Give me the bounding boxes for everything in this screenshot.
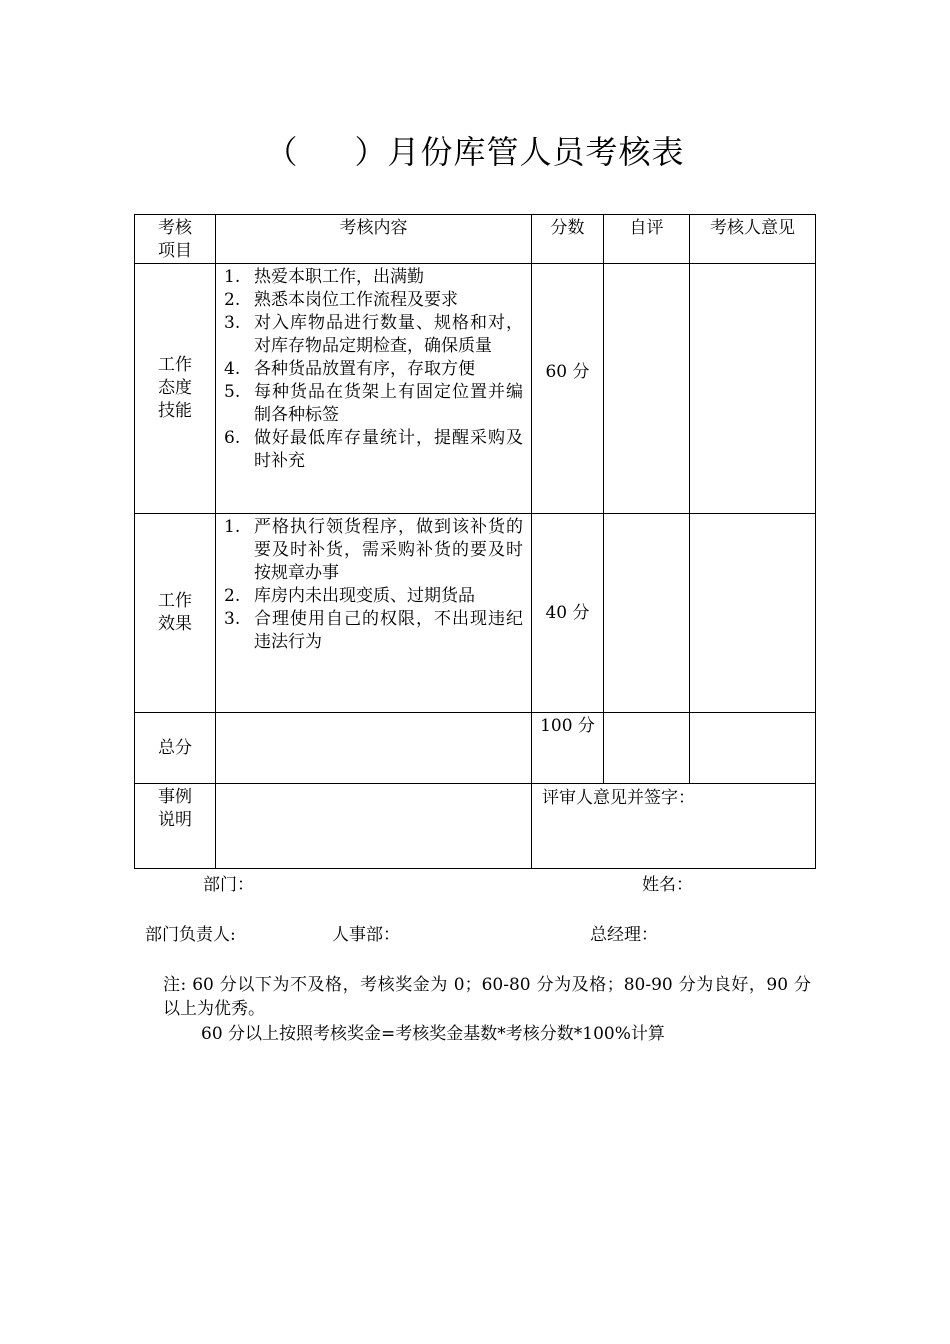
hr-label: 人事部： <box>332 925 400 945</box>
header-score-label: 分数 <box>550 218 585 238</box>
example-label-cell <box>135 784 216 869</box>
score-value: 40 分 <box>545 602 590 623</box>
example-label: 事例 说明 <box>158 787 192 830</box>
list-item <box>224 585 523 608</box>
list-item-text: 对入库物品进行数量、规格和对，对库存物品定期检查，确保质量 <box>254 313 523 356</box>
list-item <box>224 289 523 312</box>
list-item-number: 5. <box>224 382 241 402</box>
row-label: 工作 效果 <box>158 591 192 634</box>
total-reviewer-cell <box>690 713 816 784</box>
list-item-text: 每种货品在货架上有固定位置并编制各种标签 <box>254 382 523 425</box>
header-item-label: 考核 项目 <box>158 218 192 261</box>
table-row <box>135 514 816 713</box>
content-cell <box>216 264 532 514</box>
row-label: 工作 态度 技能 <box>158 355 192 421</box>
list-item <box>224 358 523 381</box>
reviewer-cell <box>690 264 816 514</box>
table-row <box>135 264 816 514</box>
evaluation-table <box>134 214 816 869</box>
example-row <box>135 784 816 869</box>
content-list <box>216 514 531 654</box>
list-item-text: 严格执行领货程序，做到该补货的要及时补货，需采购补货的要及时按规章办事 <box>254 517 523 583</box>
page-title <box>0 128 950 176</box>
header-content-label: 考核内容 <box>339 218 408 238</box>
list-item-number: 2. <box>224 290 241 310</box>
total-score-cell <box>532 713 604 784</box>
list-item-number: 3. <box>224 609 241 629</box>
total-self-cell <box>604 713 690 784</box>
header-reviewer-label: 考核人意见 <box>710 218 795 238</box>
list-item <box>224 608 523 654</box>
name-label: 姓名： <box>642 875 693 895</box>
content-list <box>216 264 531 473</box>
total-content-cell <box>216 713 532 784</box>
header-self-label: 自评 <box>629 218 664 238</box>
self-eval-cell <box>604 264 690 514</box>
row-label-cell <box>135 264 216 514</box>
header-self <box>604 215 690 264</box>
reviewer-cell <box>690 514 816 713</box>
total-label: 总分 <box>158 737 192 758</box>
list-item-text: 各种货品放置有序，存取方便 <box>254 359 475 379</box>
list-item-text: 合理使用自己的权限，不出现违纪违法行为 <box>254 609 523 652</box>
header-content <box>216 215 532 264</box>
list-item-number: 1. <box>224 517 241 537</box>
list-item-number: 2. <box>224 586 241 606</box>
list-item-text: 做好最低库存量统计，提醒采购及时补充 <box>254 428 523 471</box>
reviewer-sign-cell <box>532 784 816 869</box>
title-text: ）月份库管人员考核表 <box>354 133 685 171</box>
header-score <box>532 215 604 264</box>
header-reviewer <box>690 215 816 264</box>
row-label-cell <box>135 514 216 713</box>
list-item-number: 4. <box>224 359 241 379</box>
table-header-row <box>135 215 816 264</box>
example-content-cell <box>216 784 532 869</box>
content-cell <box>216 514 532 713</box>
list-item <box>224 266 523 289</box>
list-item <box>224 516 523 585</box>
total-score: 100 分 <box>540 716 595 736</box>
header-item <box>135 215 216 264</box>
score-value: 60 分 <box>545 361 590 382</box>
note-text: 注: 60 分以下为不及格，考核奖金为 0；60-80 分为及格；80-90 分为良好，90 分以上为优秀。 <box>163 975 811 1019</box>
score-cell <box>532 264 604 514</box>
total-label-cell <box>135 713 216 784</box>
note-formula: 60 分以上按照考核奖金=考核奖金基数*考核分数*100%计算 <box>201 1024 665 1044</box>
list-item-number: 3. <box>224 313 241 333</box>
gm-label: 总经理： <box>590 925 658 945</box>
list-item <box>224 381 523 427</box>
total-row <box>135 713 816 784</box>
self-eval-cell <box>604 514 690 713</box>
list-item-text: 热爱本职工作，出满勤 <box>254 267 424 287</box>
list-item <box>224 312 523 358</box>
department-label: 部门： <box>203 875 254 895</box>
list-item <box>224 427 523 473</box>
list-item-number: 1. <box>224 267 241 287</box>
dept-head-label: 部门负责人: <box>145 925 236 945</box>
list-item-text: 库房内未出现变质、过期货品 <box>254 586 475 606</box>
reviewer-sign-label: 评审人意见并签字： <box>542 788 695 808</box>
list-item-text: 熟悉本岗位工作流程及要求 <box>254 290 458 310</box>
list-item-number: 6. <box>224 428 241 448</box>
score-cell <box>532 514 604 713</box>
title-left-paren: （ <box>265 133 299 171</box>
